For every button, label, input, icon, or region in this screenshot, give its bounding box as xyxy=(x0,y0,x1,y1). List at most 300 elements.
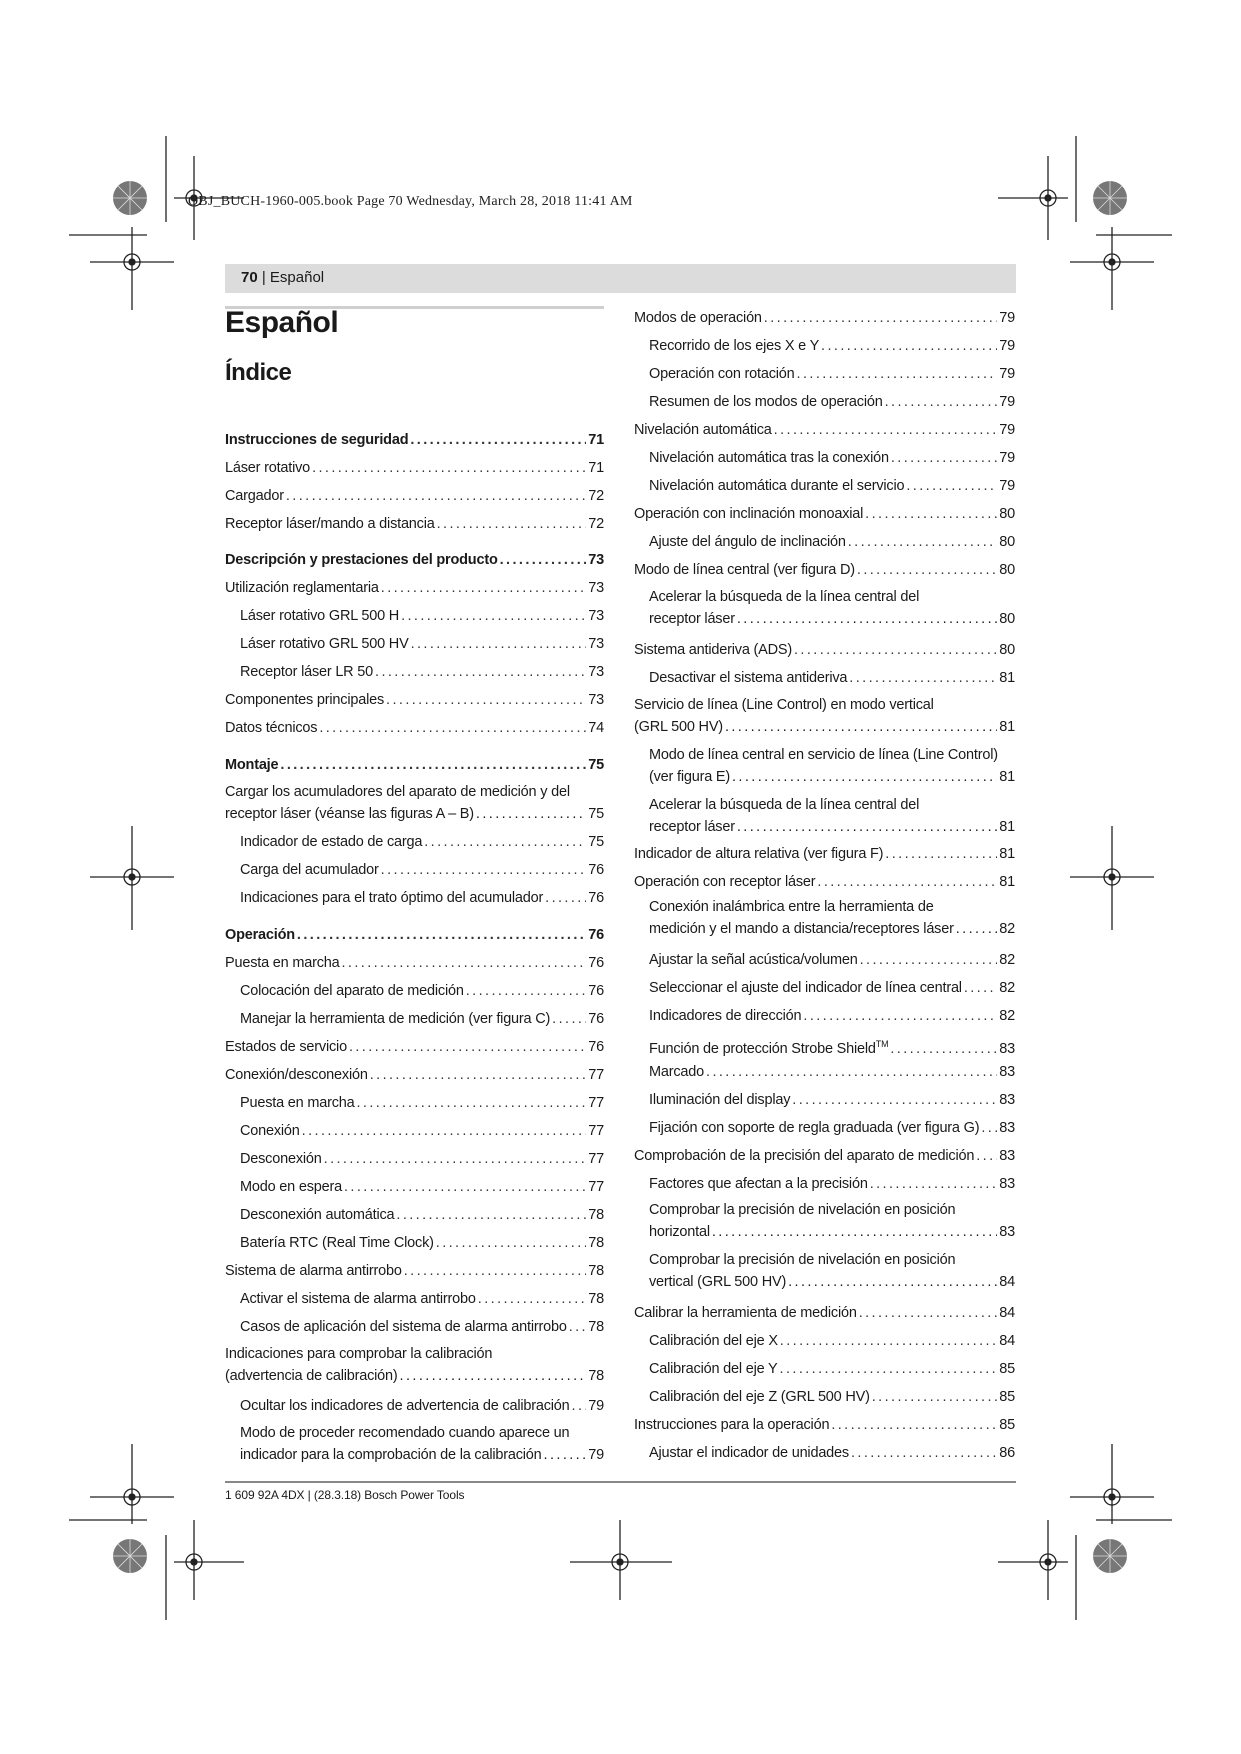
toc-entry-label: Casos de aplicación del sistema de alarma antirrobo xyxy=(240,1319,567,1335)
toc-entry-label: Calibración del eje Y xyxy=(649,1361,778,1377)
leader-dots xyxy=(381,860,587,880)
toc-entry-label-line1: Conexión inalámbrica entre la herramienta de xyxy=(649,899,934,915)
toc-entry-label: Seleccionar el ajuste del indicador de línea central xyxy=(649,980,962,996)
toc-entry[interactable] xyxy=(649,794,1015,838)
toc-entry[interactable] xyxy=(225,718,604,738)
leader-dots xyxy=(848,532,998,552)
footer-rule xyxy=(225,1481,1016,1483)
toc-entry[interactable] xyxy=(634,1415,1015,1435)
toc-entry-label: Indicadores de dirección xyxy=(649,1008,802,1024)
toc-entry-label: Componentes principales xyxy=(225,692,385,708)
toc-entry[interactable] xyxy=(240,634,604,654)
toc-entry[interactable] xyxy=(240,1009,604,1029)
toc-entry-label: Desconexión automática xyxy=(240,1207,395,1223)
leader-dots xyxy=(732,766,997,788)
toc-entry-label: Láser rotativo xyxy=(225,460,311,476)
toc-entry-page: 82 xyxy=(999,980,1015,996)
leader-dots xyxy=(764,308,997,328)
toc-entry-page: 71 xyxy=(588,460,604,476)
leader-dots xyxy=(324,1149,587,1169)
toc-entry[interactable] xyxy=(649,1359,1015,1379)
toc-entry[interactable] xyxy=(649,744,1015,788)
toc-entry[interactable] xyxy=(240,1205,604,1225)
leader-dots xyxy=(297,925,586,945)
leader-dots xyxy=(319,718,586,738)
toc-entry-label-line2: receptor láser (véanse las figuras A – B) xyxy=(225,806,474,822)
toc-entry-page: 78 xyxy=(588,1207,604,1223)
toc-entry-label: Modo en espera xyxy=(240,1179,342,1195)
toc-entry-label: Modos de operación xyxy=(634,310,762,326)
toc-entry-label: Calibración del eje Z (GRL 500 HV) xyxy=(649,1389,870,1405)
toc-entry-label: Activar el sistema de alarma antirrobo xyxy=(240,1291,476,1307)
toc-entry-page: 84 xyxy=(999,1333,1015,1349)
toc-entry-label: Iluminación del display xyxy=(649,1092,791,1108)
toc-entry-page: 79 xyxy=(588,1447,604,1463)
toc-entry[interactable] xyxy=(649,1443,1015,1463)
toc-entry-page: 76 xyxy=(588,862,604,878)
toc-entry-page: 79 xyxy=(999,394,1015,410)
toc-entry[interactable] xyxy=(240,981,604,1001)
toc-entry-page: 85 xyxy=(999,1361,1015,1377)
toc-entry[interactable] xyxy=(240,606,604,626)
leader-dots xyxy=(821,336,997,356)
toc-entry-label: Operación con receptor láser xyxy=(634,874,816,890)
toc-entry[interactable] xyxy=(634,560,1015,580)
toc-entry-page: 82 xyxy=(999,1008,1015,1024)
toc-entry[interactable] xyxy=(649,392,1015,412)
toc-entry[interactable] xyxy=(634,1303,1015,1323)
toc-entry[interactable] xyxy=(240,1093,604,1113)
toc-entry[interactable] xyxy=(225,781,604,825)
toc-entry[interactable] xyxy=(240,832,604,852)
toc-entry-page: 77 xyxy=(588,1095,604,1111)
toc-entry[interactable] xyxy=(649,1387,1015,1407)
toc-entry-label: Datos técnicos xyxy=(225,720,318,736)
leader-dots xyxy=(401,606,586,626)
toc-entry[interactable] xyxy=(649,1006,1015,1026)
toc-entry-label-line2: receptor láser xyxy=(649,819,735,835)
toc-entry-label: Batería RTC (Real Time Clock) xyxy=(240,1235,434,1251)
toc-entry[interactable] xyxy=(240,1396,604,1416)
toc-entry-page: 80 xyxy=(999,562,1015,578)
toc-entry-page: 81 xyxy=(999,819,1015,835)
toc-entry-page: 73 xyxy=(588,552,604,568)
toc-entry-label: Manejar la herramienta de medición (ver figura C) xyxy=(240,1011,551,1027)
toc-entry-page: 83 xyxy=(999,1148,1015,1164)
toc-entry-label-line2: (advertencia de calibración) xyxy=(225,1368,398,1384)
header-separator: | xyxy=(257,269,270,286)
toc-entry-page: 76 xyxy=(588,927,604,943)
toc-entry[interactable] xyxy=(240,1149,604,1169)
page-number: 70 xyxy=(241,269,258,286)
toc-entry-page: 80 xyxy=(999,611,1015,627)
toc-entry[interactable] xyxy=(634,872,1015,892)
toc-entry[interactable] xyxy=(240,860,604,880)
toc-entry-page: 79 xyxy=(999,310,1015,326)
toc-entry-page: 71 xyxy=(588,432,604,448)
running-header xyxy=(225,264,1016,293)
leader-dots xyxy=(792,1090,997,1110)
toc-entry[interactable] xyxy=(649,978,1015,998)
toc-entry-label: Ajustar la señal acústica/volumen xyxy=(649,952,858,968)
leader-dots xyxy=(859,1303,998,1323)
toc-entry-page: 76 xyxy=(588,890,604,906)
leader-dots xyxy=(964,978,997,998)
toc-entry-label: Nivelación automática xyxy=(634,422,772,438)
toc-entry-page: 78 xyxy=(588,1291,604,1307)
toc-entry-page: 73 xyxy=(588,580,604,596)
leader-dots xyxy=(712,1221,997,1243)
leader-dots xyxy=(569,1317,587,1337)
toc-entry[interactable] xyxy=(649,586,1015,630)
leader-dots xyxy=(870,1174,998,1194)
toc-entry-page: 80 xyxy=(999,534,1015,550)
toc-entry[interactable] xyxy=(649,364,1015,384)
toc-entry-page: 72 xyxy=(588,516,604,532)
toc-entry-label-line1: Cargar los acumuladores del aparato de medición y del xyxy=(225,784,570,800)
toc-entry-label: Comprobación de la precisión del aparato de medición xyxy=(634,1148,975,1164)
leader-dots xyxy=(280,755,586,775)
leader-dots xyxy=(500,550,587,570)
leader-dots xyxy=(436,1233,587,1253)
toc-entry-label: Conexión/desconexión xyxy=(225,1067,368,1083)
toc-entry-page: 84 xyxy=(999,1274,1015,1290)
leader-dots xyxy=(466,981,587,1001)
toc-entry-page: 73 xyxy=(588,692,604,708)
toc-entry[interactable] xyxy=(240,1289,604,1309)
toc-entry[interactable] xyxy=(225,514,604,534)
toc-entry-label: Indicador de altura relativa (ver figura F) xyxy=(634,846,884,862)
leader-dots xyxy=(400,1365,587,1387)
toc-entry-page: 84 xyxy=(999,1305,1015,1321)
toc-entry[interactable] xyxy=(649,896,1015,940)
toc-entry[interactable] xyxy=(634,694,1015,738)
toc-entry-label: Desactivar el sistema antideriva xyxy=(649,670,848,686)
toc-entry-label: Ajuste del ángulo de inclinación xyxy=(649,534,846,550)
toc-entry[interactable] xyxy=(634,420,1015,440)
toc-entry-page: 81 xyxy=(999,769,1015,785)
leader-dots xyxy=(865,504,997,524)
toc-entry-page: 75 xyxy=(588,757,604,773)
toc-entry-page: 77 xyxy=(588,1123,604,1139)
leader-dots xyxy=(341,953,586,973)
leader-dots xyxy=(885,844,997,864)
leader-dots xyxy=(349,1037,586,1057)
leader-dots xyxy=(286,486,586,506)
leader-dots xyxy=(976,1146,997,1166)
toc-entry-label: Colocación del aparato de medición xyxy=(240,983,464,999)
toc-entry-label-line2: indicador para la comprobación de la calibración xyxy=(240,1447,542,1463)
toc-entry-label: Ajustar el indicador de unidades xyxy=(649,1445,849,1461)
toc-entry[interactable] xyxy=(649,532,1015,552)
header-section: Español xyxy=(269,269,325,286)
toc-entry-label: Puesta en marcha xyxy=(240,1095,355,1111)
toc-entry[interactable] xyxy=(634,504,1015,524)
toc-entry-label: Montaje xyxy=(225,757,279,773)
leader-dots xyxy=(386,690,586,710)
toc-entry-page: 81 xyxy=(999,670,1015,686)
toc-entry-page: 78 xyxy=(588,1235,604,1251)
toc-entry-page: 76 xyxy=(588,983,604,999)
toc-entry[interactable] xyxy=(649,1062,1015,1082)
toc-entry-label: Ocultar los indicadores de advertencia de calibración xyxy=(240,1398,570,1414)
leader-dots xyxy=(437,514,587,534)
toc-entry[interactable] xyxy=(240,1121,604,1141)
toc-entry-page: 75 xyxy=(588,834,604,850)
toc-entry[interactable] xyxy=(649,668,1015,688)
toc-entry-label-line1: Acelerar la búsqueda de la línea central del xyxy=(649,589,920,605)
toc-entry[interactable] xyxy=(649,950,1015,970)
leader-dots xyxy=(981,1118,997,1138)
toc-entry[interactable] xyxy=(240,1317,604,1337)
page-footer: 1 609 92A 4DX | (28.3.18) Bosch Power Tools xyxy=(225,1488,465,1502)
leader-dots xyxy=(476,803,586,825)
toc-entry-label-line2: medición y el mando a distancia/receptores láser xyxy=(649,921,954,937)
toc-entry-page: 83 xyxy=(999,1040,1015,1057)
leader-dots xyxy=(312,458,586,478)
leader-dots xyxy=(780,1359,998,1379)
toc-entry-page: 80 xyxy=(999,506,1015,522)
leader-dots xyxy=(956,918,998,940)
toc-entry-label: Factores que afectan a la precisión xyxy=(649,1176,868,1192)
toc-entry-label: Marcado xyxy=(649,1064,705,1080)
toc-entry-label: Operación con rotación xyxy=(649,366,795,382)
toc-entry-page: 79 xyxy=(999,366,1015,382)
toc-entry-label: Nivelación automática tras la conexión xyxy=(649,450,889,466)
leader-dots xyxy=(906,476,997,496)
toc-entry-page: 79 xyxy=(999,478,1015,494)
toc-entry-page: 76 xyxy=(588,1039,604,1055)
leader-dots xyxy=(774,420,998,440)
toc-entry-page: 83 xyxy=(999,1224,1015,1240)
toc-entry-page: 76 xyxy=(588,1011,604,1027)
toc-entry-label: Estados de servicio xyxy=(225,1039,347,1055)
leader-dots xyxy=(375,662,586,682)
toc-entry-label: Receptor láser LR 50 xyxy=(240,664,374,680)
leader-dots xyxy=(381,578,587,598)
toc-entry-page: 83 xyxy=(999,1092,1015,1108)
toc-section-heading[interactable] xyxy=(225,430,604,450)
page-subtitle: Índice xyxy=(225,359,292,386)
toc-entry-page: 78 xyxy=(588,1319,604,1335)
leader-dots xyxy=(344,1177,586,1197)
leader-dots xyxy=(817,872,997,892)
toc-entry-label: Función de protección Strobe Shield™ xyxy=(649,1039,889,1057)
toc-entry-page: 82 xyxy=(999,952,1015,968)
leader-dots xyxy=(857,560,997,580)
leader-dots xyxy=(794,640,997,660)
toc-entry-label-line2: (GRL 500 HV) xyxy=(634,719,723,735)
toc-entry-page: 73 xyxy=(588,636,604,652)
leader-dots xyxy=(737,608,997,630)
toc-entry-label: Láser rotativo GRL 500 H xyxy=(240,608,400,624)
leader-dots xyxy=(410,430,586,450)
toc-entry-page: 81 xyxy=(999,874,1015,890)
toc-entry-label: Calibrar la herramienta de medición xyxy=(634,1305,857,1321)
toc-entry-page: 72 xyxy=(588,488,604,504)
toc-entry[interactable] xyxy=(649,1249,1015,1293)
toc-entry[interactable] xyxy=(649,1090,1015,1110)
leader-dots xyxy=(872,1387,998,1407)
toc-entry[interactable] xyxy=(225,953,604,973)
toc-entry[interactable] xyxy=(225,690,604,710)
toc-entry[interactable] xyxy=(225,458,604,478)
leader-dots xyxy=(370,1065,587,1085)
toc-entry-page: 78 xyxy=(588,1263,604,1279)
leader-dots xyxy=(544,1444,587,1466)
toc-entry-page: 73 xyxy=(588,664,604,680)
toc-entry-label: Conexión xyxy=(240,1123,300,1139)
toc-entry-page: 83 xyxy=(999,1176,1015,1192)
toc-entry[interactable] xyxy=(634,1146,1015,1166)
toc-entry-page: 85 xyxy=(999,1389,1015,1405)
leader-dots xyxy=(780,1331,997,1351)
leader-dots xyxy=(424,832,586,852)
toc-entry-label-line1: Modo de proceder recomendado cuando aparece un xyxy=(240,1425,570,1441)
toc-entry[interactable] xyxy=(649,1174,1015,1194)
leader-dots xyxy=(737,816,997,838)
toc-entry-label-line2: receptor láser xyxy=(649,611,735,627)
toc-entry-label: Modo de línea central (ver figura D) xyxy=(634,562,855,578)
toc-entry[interactable] xyxy=(649,336,1015,356)
toc-entry-label: Operación xyxy=(225,927,295,943)
toc-entry-label: Descripción y prestaciones del producto xyxy=(225,552,498,568)
leader-dots xyxy=(545,888,586,908)
toc-entry[interactable] xyxy=(225,578,604,598)
toc-entry-label: Desconexión xyxy=(240,1151,322,1167)
toc-entry[interactable] xyxy=(634,308,1015,328)
toc-entry-page: 81 xyxy=(999,719,1015,735)
leader-dots xyxy=(552,1009,586,1029)
leader-dots xyxy=(803,1006,997,1026)
toc-entry-label-line1: Servicio de línea (Line Control) en modo vertical xyxy=(634,697,934,713)
toc-entry-label: Carga del acumulador xyxy=(240,862,379,878)
toc-entry-label: Nivelación automática durante el servicio xyxy=(649,478,905,494)
toc-entry[interactable] xyxy=(634,844,1015,864)
toc-entry-label: Indicaciones para el trato óptimo del acumulador xyxy=(240,890,544,906)
toc-entry-label-line1: Acelerar la búsqueda de la línea central del xyxy=(649,797,920,813)
toc-entry-page: 85 xyxy=(999,1417,1015,1433)
toc-entry[interactable] xyxy=(240,1422,604,1466)
toc-entry[interactable] xyxy=(240,888,604,908)
toc-entry-label: Instrucciones de seguridad xyxy=(225,432,409,448)
toc-entry-label-line1: Comprobar la precisión de nivelación en posición xyxy=(649,1252,956,1268)
toc-entry-label: Puesta en marcha xyxy=(225,955,340,971)
toc-entry-label: Utilización reglamentaria xyxy=(225,580,379,596)
toc-entry-label-line2: vertical (GRL 500 HV) xyxy=(649,1274,787,1290)
toc-entry-label: Recorrido de los ejes X e Y xyxy=(649,338,820,354)
leader-dots xyxy=(831,1415,997,1435)
toc-entry[interactable] xyxy=(225,486,604,506)
toc-entry-page: 83 xyxy=(999,1120,1015,1136)
toc-entry-label-line1: Indicaciones para comprobar la calibración xyxy=(225,1346,493,1362)
leader-dots xyxy=(302,1121,587,1141)
toc-entry[interactable] xyxy=(225,1343,604,1387)
leader-dots xyxy=(478,1289,586,1309)
toc-entry-label-line1: Modo de línea central en servicio de línea (Line Control) xyxy=(649,747,998,763)
leader-dots xyxy=(788,1271,997,1293)
leader-dots xyxy=(860,950,998,970)
toc-entry-page: 82 xyxy=(999,921,1015,937)
toc-entry-label-line1: Comprobar la precisión de nivelación en posición xyxy=(649,1202,956,1218)
toc-entry-label: Resumen de los modos de operación xyxy=(649,394,883,410)
toc-entry-page: 77 xyxy=(588,1179,604,1195)
toc-entry-page: 76 xyxy=(588,955,604,971)
toc-entry-page: 79 xyxy=(999,338,1015,354)
leader-dots xyxy=(797,364,998,384)
toc-entry[interactable] xyxy=(240,1233,604,1253)
toc-entry[interactable] xyxy=(649,476,1015,496)
toc-section-heading[interactable] xyxy=(225,755,604,775)
print-header: OBJ_BUCH-1960-005.book Page 70 Wednesday, March 28, 2018 11:41 AM xyxy=(188,194,633,209)
toc-entry-page: 79 xyxy=(999,422,1015,438)
toc-section-heading[interactable] xyxy=(225,550,604,570)
leader-dots xyxy=(411,634,587,654)
leader-dots xyxy=(706,1062,997,1082)
leader-dots xyxy=(404,1261,587,1281)
toc-entry-page: 83 xyxy=(999,1064,1015,1080)
toc-entry[interactable] xyxy=(649,1118,1015,1138)
toc-entry-page: 75 xyxy=(588,806,604,822)
toc-entry-label: Láser rotativo GRL 500 HV xyxy=(240,636,409,652)
leader-dots xyxy=(890,1039,997,1059)
leader-dots xyxy=(885,392,998,412)
leader-dots xyxy=(356,1093,586,1113)
leader-dots xyxy=(891,448,997,468)
leader-dots xyxy=(572,1396,587,1416)
trademark-superscript: TM xyxy=(875,1039,889,1049)
toc-entry-page: 77 xyxy=(588,1151,604,1167)
toc-entry-label-line2: horizontal xyxy=(649,1224,710,1240)
toc-entry-label: Instrucciones para la operación xyxy=(634,1417,830,1433)
toc-entry-label: Sistema de alarma antirrobo xyxy=(225,1263,402,1279)
leader-dots xyxy=(851,1443,997,1463)
toc-entry-label: Indicador de estado de carga xyxy=(240,834,423,850)
toc-entry-page: 73 xyxy=(588,608,604,624)
leader-dots xyxy=(396,1205,586,1225)
leader-dots xyxy=(849,668,997,688)
toc-entry[interactable] xyxy=(649,448,1015,468)
toc-entry[interactable] xyxy=(225,1261,604,1281)
toc-entry[interactable] xyxy=(649,1034,1015,1059)
toc-entry[interactable] xyxy=(649,1331,1015,1351)
toc-section-heading[interactable] xyxy=(225,925,604,945)
toc-entry-page: 79 xyxy=(999,450,1015,466)
toc-entry-label: Receptor láser/mando a distancia xyxy=(225,516,435,532)
toc-entry-label: Cargador xyxy=(225,488,284,504)
toc-entry[interactable] xyxy=(649,1199,1015,1243)
toc-entry[interactable] xyxy=(225,1065,604,1085)
page-title: Español xyxy=(225,306,339,339)
toc-entry-label: Operación con inclinación monoaxial xyxy=(634,506,864,522)
toc-entry-label: Calibración del eje X xyxy=(649,1333,778,1349)
toc-entry-page: 80 xyxy=(999,642,1015,658)
toc-entry-page: 74 xyxy=(588,720,604,736)
toc-entry-label: Sistema antideriva (ADS) xyxy=(634,642,792,658)
toc-entry[interactable] xyxy=(225,1037,604,1057)
toc-entry-page: 86 xyxy=(999,1445,1015,1461)
toc-entry-page: 81 xyxy=(999,846,1015,862)
toc-entry-label: Fijación con soporte de regla graduada (ver figura G) xyxy=(649,1120,980,1136)
toc-entry-page: 77 xyxy=(588,1067,604,1083)
toc-entry-label-line2: (ver figura E) xyxy=(649,769,730,785)
toc-entry-page: 79 xyxy=(588,1398,604,1414)
toc-entry[interactable] xyxy=(240,662,604,682)
leader-dots xyxy=(725,716,997,738)
toc-entry-page: 78 xyxy=(588,1368,604,1384)
toc-entry[interactable] xyxy=(240,1177,604,1197)
toc-entry[interactable] xyxy=(634,640,1015,660)
